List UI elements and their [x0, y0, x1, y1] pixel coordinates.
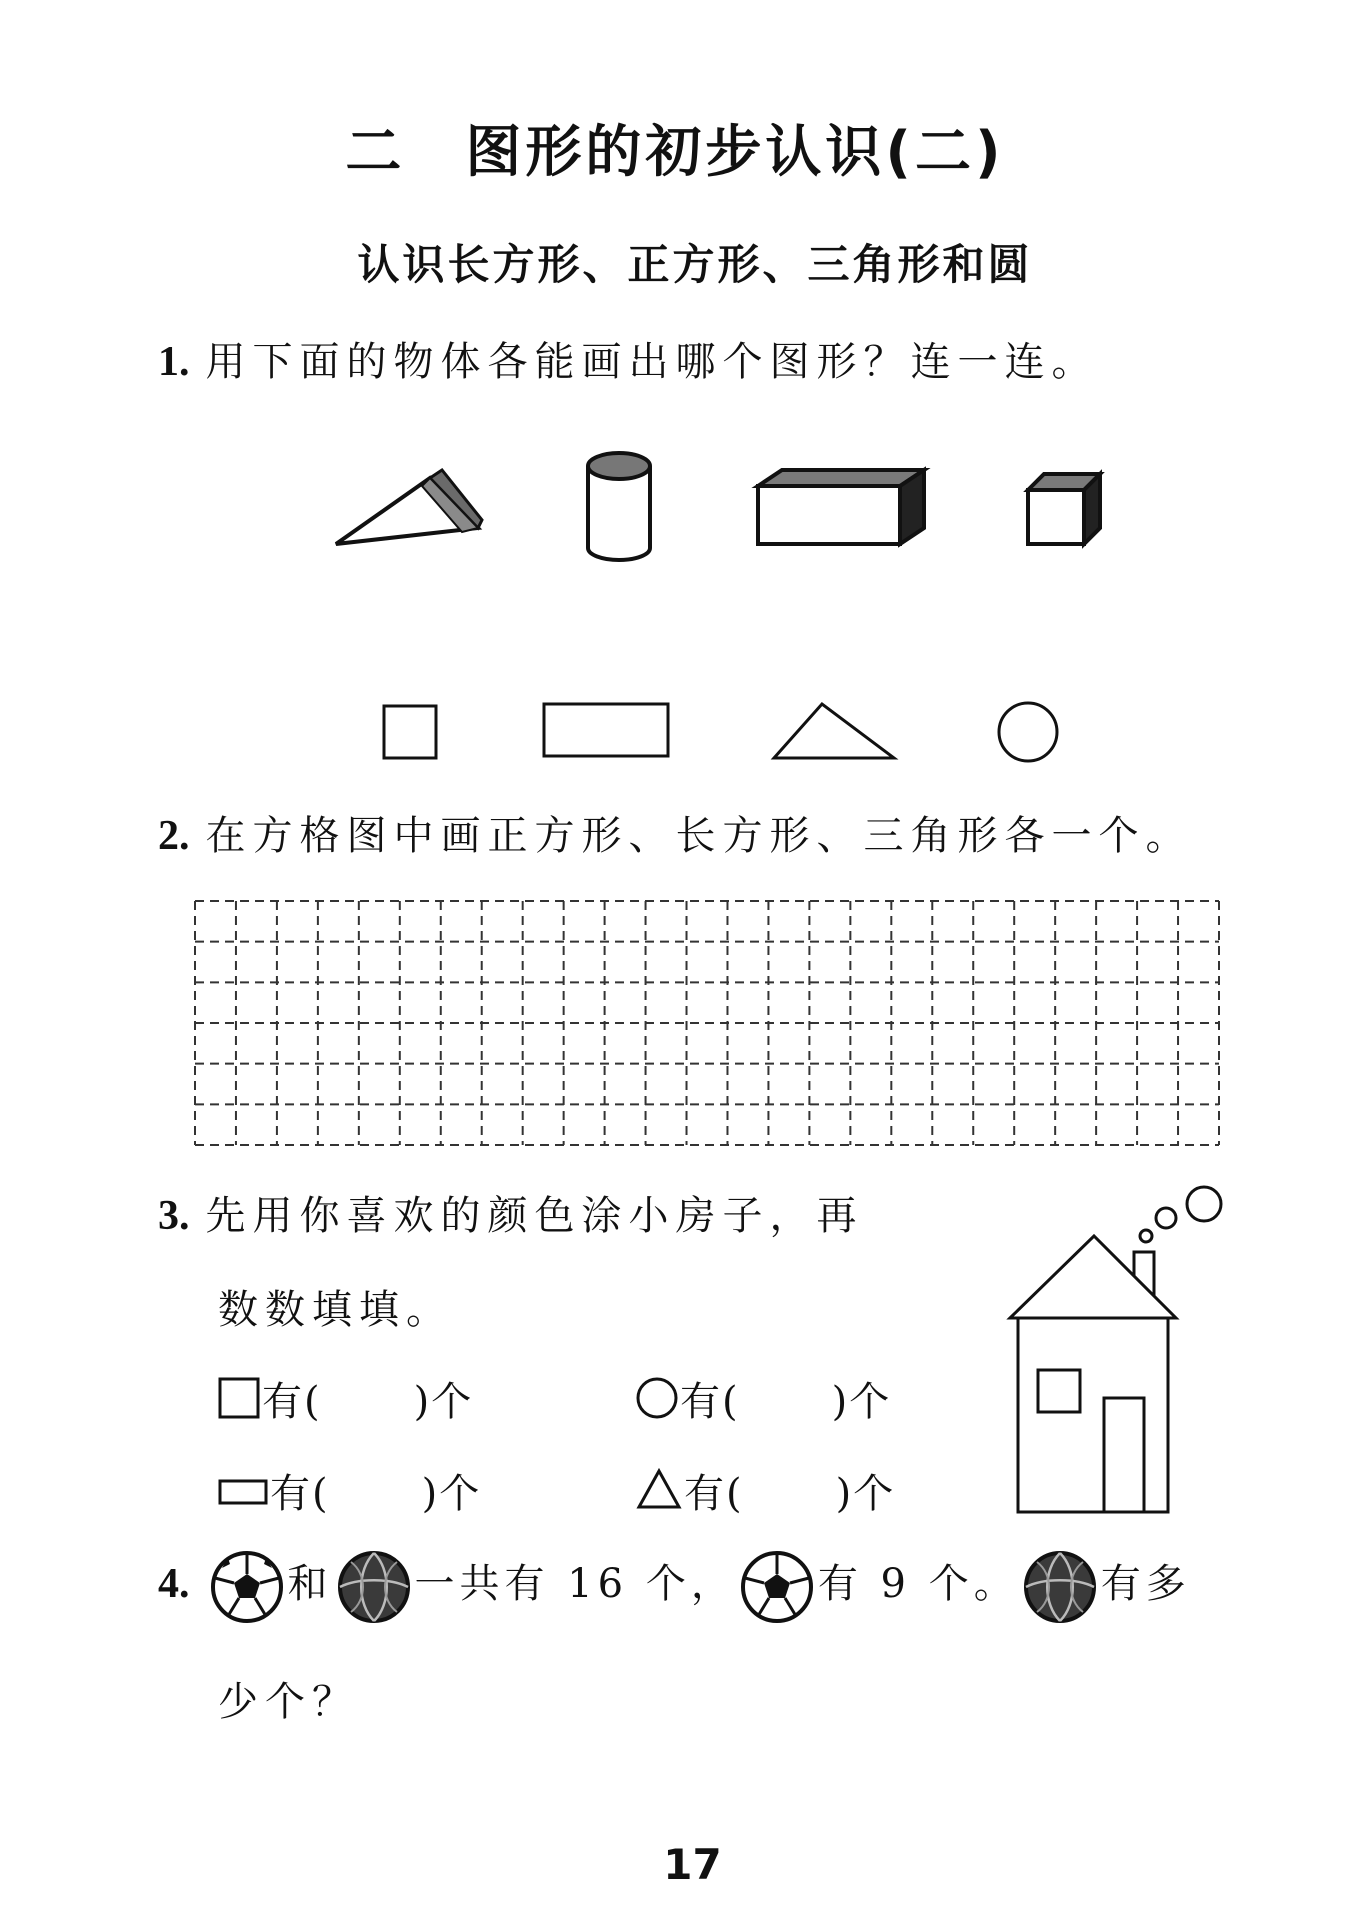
rectangle-icon: [218, 1467, 270, 1511]
soccer-ball-icon: [210, 1550, 284, 1624]
fill-close: )个: [413, 1379, 474, 1425]
triangle-ruler-icon[interactable]: [330, 440, 490, 560]
soccer-ball-icon: [740, 1550, 814, 1624]
question-1-text: 用下面的物体各能画出哪个图形？连一连。: [205, 339, 1099, 385]
house-icon[interactable]: [1000, 1180, 1240, 1520]
fill-square-count: [218, 1370, 473, 1427]
fill-label: 有(: [270, 1471, 330, 1517]
circle-icon: [636, 1375, 680, 1419]
basketball-icon: [337, 1550, 411, 1624]
basketball-icon: [1023, 1550, 1097, 1624]
question-4-line2: 少个？: [218, 1679, 359, 1725]
triangle-icon[interactable]: [770, 700, 900, 764]
triangle-icon: [636, 1467, 684, 1511]
total-text: 一共有 16 个，: [414, 1561, 736, 1607]
cuboid-icon[interactable]: [754, 466, 934, 556]
fill-label: 有(: [684, 1471, 744, 1517]
square-icon[interactable]: [382, 704, 442, 764]
dashed-grid[interactable]: [192, 898, 1222, 1148]
and-word: 和: [287, 1561, 333, 1607]
question-1: [158, 330, 1099, 387]
page-title: 二 图形的初步认识(二): [345, 120, 1005, 185]
fill-close: )个: [831, 1379, 892, 1425]
door-rectangle: [1104, 1398, 1144, 1512]
fill-rectangle-count: [218, 1462, 481, 1519]
page-number: 17: [663, 1840, 722, 1889]
fill-triangle-count: [636, 1462, 895, 1519]
fill-label: 有(: [262, 1379, 322, 1425]
question-3-number: 3.: [158, 1193, 190, 1239]
square-icon: [218, 1375, 262, 1419]
question-2-text: 在方格图中画正方形、长方形、三角形各一个。: [205, 813, 1193, 859]
question-3-line2: 数数填填。: [218, 1287, 453, 1333]
fill-close: )个: [421, 1471, 482, 1517]
smoke-circle-icon: [1187, 1187, 1221, 1221]
rectangle-icon[interactable]: [542, 702, 672, 762]
question-1-number: 1.: [158, 339, 190, 385]
question-3: [158, 1184, 864, 1241]
fill-circle-count: [636, 1370, 891, 1427]
section-subtitle: 认识长方形、正方形、三角形和圆: [357, 240, 1033, 289]
cube-icon[interactable]: [1024, 470, 1114, 560]
question-4-number: 4.: [158, 1561, 190, 1607]
question-3-line1: 先用你喜欢的颜色涂小房子，再: [205, 1193, 864, 1239]
window-square: [1038, 1370, 1080, 1412]
soccer-count-text: 有 9 个。: [817, 1561, 1019, 1607]
question-2: [158, 804, 1193, 861]
question-2-number: 2.: [158, 813, 190, 859]
circle-icon[interactable]: [996, 700, 1062, 766]
ask-text: 有多: [1100, 1561, 1191, 1607]
fill-close: )个: [835, 1471, 896, 1517]
cylinder-icon[interactable]: [584, 448, 656, 568]
smoke-circle-icon: [1140, 1230, 1152, 1242]
smoke-circle-icon: [1156, 1208, 1176, 1228]
fill-label: 有(: [680, 1379, 740, 1425]
question-4: [158, 1550, 1191, 1624]
